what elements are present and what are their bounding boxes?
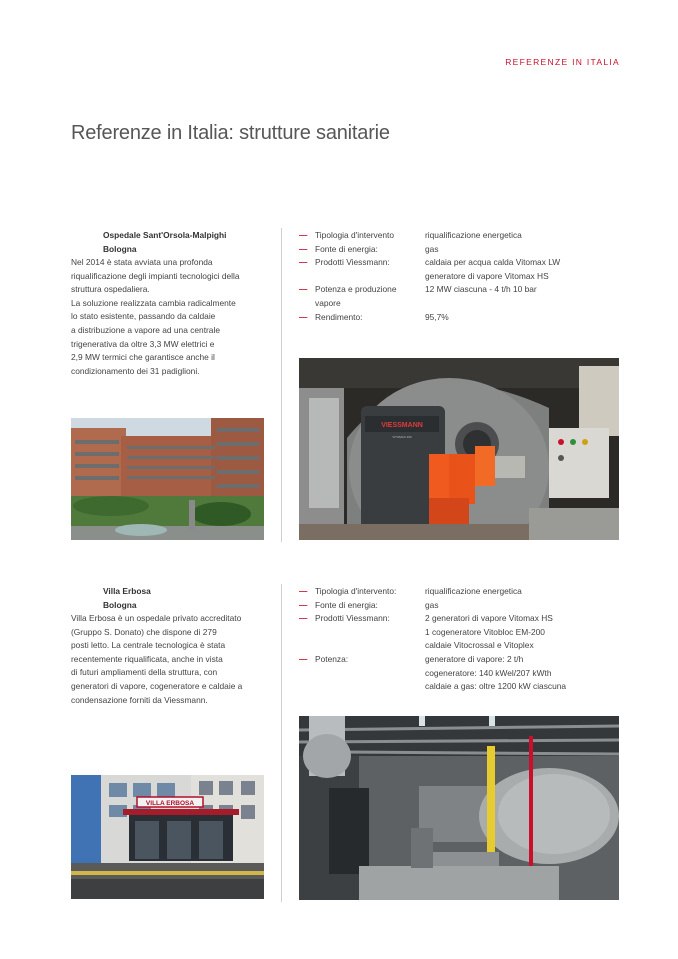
spec-label: Potenza e produzione vapore [315,284,397,308]
column-divider [281,228,282,542]
spec-row [299,612,619,653]
spec-list [299,585,619,694]
case-title [103,585,151,612]
case-city: Bologna [103,599,137,610]
dash-marker: — [299,230,308,240]
spec-value: gas [425,243,439,254]
spec-value: gas [425,599,439,610]
spec-list [299,229,619,324]
spec-label: Fonte di energia: [315,243,378,254]
dash-marker: — [299,243,308,254]
spec-row [299,585,619,599]
case-description-text: Villa Erbosa è un ospedale privato accreditato (Gruppo S. Donato) che dispone di 279 posti letto. La centrale tecnologica è stata recentemente riqualificata, anche in vista di futuri ampliamenti della struttura, con generatori di vapore, cogeneratore e caldaie a condensazione forniti da Viessmann. [71,613,243,705]
spec-value: riqualificazione energetica [425,586,522,596]
dash-marker: — [299,599,308,610]
spec-row [299,283,619,310]
spec-row [299,599,619,613]
page-title: Referenze in Italia: strutture sanitarie [71,122,390,144]
steam-generators-photo [299,716,619,900]
spec-row [299,229,619,243]
spec-value: 2 generatori di vapore Vitomax HS 1 cogeneratore Vitobloc EM-200 caldaie Vitocrossal e Vitoplex [425,613,553,651]
hospital-building-photo [71,418,264,540]
boiler-model-label: VITOMAX 200 [392,435,412,439]
spec-value: caldaia per acqua calda Vitomax LW generatore di vapore Vitomax HS [425,257,561,281]
case-name: Ospedale Sant'Orsola-Malpighi [103,230,227,240]
spec-label: Tipologia d'intervento [315,230,395,240]
spec-row [299,311,619,325]
case-description-text: Nel 2014 è stata avviata una profonda riqualificazione degli impianti tecnologici della struttura ospedaliera. La soluzione realizzata cambia radicalmente lo stato esistente, passando da caldaie a distribuzione a vapore ad una centrale trigenerativa da oltre 3,3 MW elettrici e 2,9 MW termici che garantisce anche il condizionamento dei 31 padiglioni. [71,257,240,376]
case-title [103,229,226,256]
spec-value: generatore di vapore: 2 t/h cogeneratore: 140 kWel/207 kWth caldaie a gas: oltre 1200 kW ciascuna [425,653,567,692]
dash-marker: — [299,257,308,268]
villa-erbosa-building-photo [71,775,264,899]
villa-erbosa-sign: VILLA ERBOSA [145,800,195,807]
spec-row [299,653,619,694]
spec-label: Prodotti Viessmann: [315,257,390,268]
case-description [71,612,266,707]
case-city: Bologna [103,243,137,254]
dash-marker: — [299,613,308,624]
spec-row [299,243,619,257]
spec-label: Rendimento: [315,311,363,322]
dash-marker: — [299,653,308,664]
spec-label: Potenza: [315,653,349,664]
case-description [71,256,266,378]
boiler-room-photo [299,358,619,540]
spec-value: 95,7% [425,311,449,322]
section-tag: REFERENZE IN ITALIA [505,57,620,67]
spec-row [299,256,619,283]
dash-marker: — [299,311,308,322]
dash-marker: — [299,586,308,596]
spec-value: 12 MW ciascuna - 4 t/h 10 bar [425,284,537,295]
dash-marker: — [299,284,308,295]
boiler-brand-label: VIESSMANN [381,422,423,429]
case-name: Villa Erbosa [103,586,151,596]
column-divider [281,584,282,902]
spec-label: Fonte di energia: [315,599,378,610]
spec-value: riqualificazione energetica [425,230,522,240]
spec-label: Prodotti Viessmann: [315,613,390,624]
spec-label: Tipologia d'intervento: [315,586,397,596]
